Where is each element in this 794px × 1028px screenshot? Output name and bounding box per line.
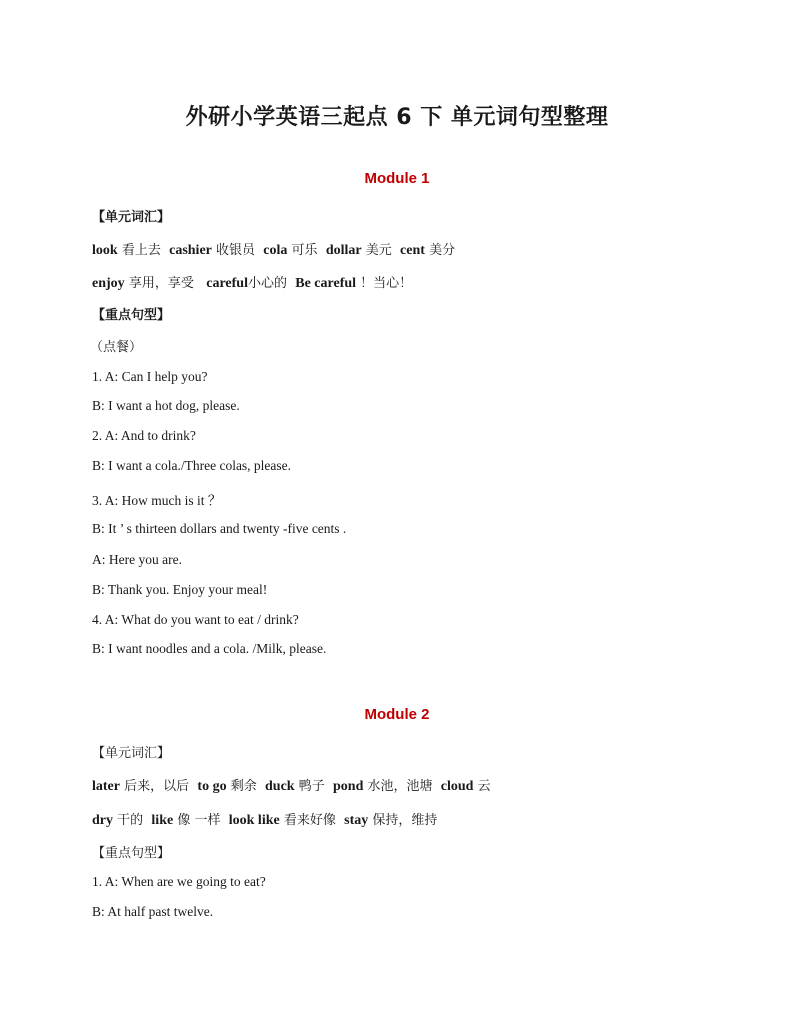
sentence-line: 2. A: And to drink? xyxy=(92,428,196,443)
sentence-line: A: Here you are. xyxy=(92,552,182,567)
sentence-line: B: I want noodles and a cola. /Milk, please. xyxy=(92,641,327,656)
module-1-sentence-label: 【重点句型】 xyxy=(92,308,171,323)
module-2-heading: Module 2 xyxy=(364,706,430,723)
module-1-vocab-line-2: enjoy 享用，享受 careful小心的 Be careful ！当心！ xyxy=(92,276,413,291)
sentence-line: B: It ’ s thirteen dollars and twenty -five cents . xyxy=(92,521,347,536)
document-title: 外研小学英语三起点 6 下 单元词句型整理 xyxy=(185,105,609,130)
module-2-vocab-line-1: later 后来，以后 to go 剩余 duck 鸭子 pond 水池，池塘 cloud 云 xyxy=(92,779,491,794)
module-2-vocab-label: 【单元词汇】 xyxy=(92,746,171,761)
sentence-line: 3. A: How much is it ？ xyxy=(92,493,222,508)
sentence-line: B: Thank you. Enjoy your meal! xyxy=(92,582,268,597)
module-1-vocab-line-1: look 看上去 cashier 收银员 cola 可乐 dollar 美元 cent 美分 xyxy=(92,243,456,258)
module-2-sentence-label: 【重点句型】 xyxy=(92,846,171,861)
module-1-heading: Module 1 xyxy=(364,170,430,187)
module-2-vocab-line-2: dry 干的 like 像 一样 look like 看来好像 stay 保持，维持 xyxy=(92,813,438,828)
sentence-line: B: I want a cola./Three colas, please. xyxy=(92,458,292,473)
sentence-line: B: I want a hot dog, please. xyxy=(92,398,240,413)
sentence-line: 1. A: When are we going to eat? xyxy=(92,874,266,889)
module-1-vocab-label: 【单元词汇】 xyxy=(92,210,171,225)
module-1-sub-label: （点餐） xyxy=(90,340,143,355)
sentence-line: B: At half past twelve. xyxy=(92,904,214,919)
sentence-line: 1. A: Can I help you? xyxy=(92,369,208,384)
sentence-line: 4. A: What do you want to eat / drink? xyxy=(92,612,299,627)
